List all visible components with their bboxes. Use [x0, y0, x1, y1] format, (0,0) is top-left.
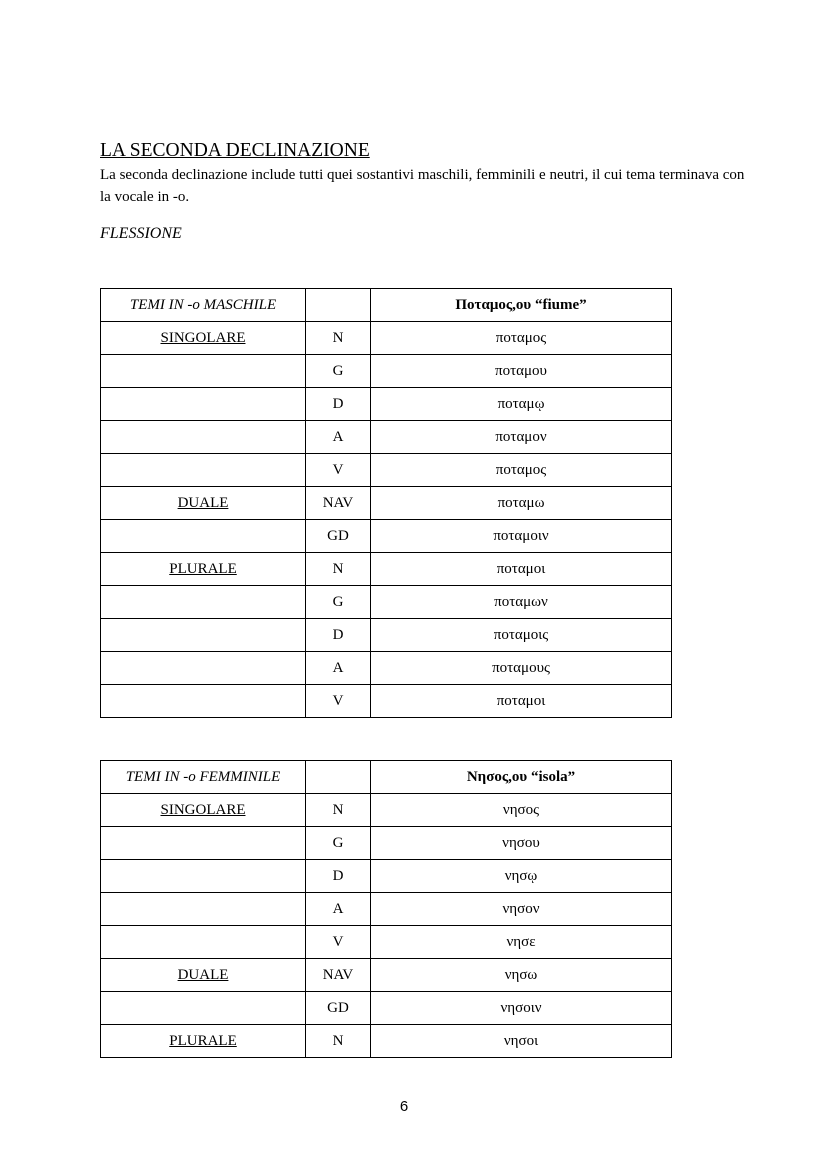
case-cell: A	[306, 652, 371, 685]
table-row	[101, 322, 672, 355]
number-cell	[101, 685, 306, 718]
case-cell: N	[306, 1025, 371, 1058]
number-cell	[101, 586, 306, 619]
form-cell: ποταμοιν	[371, 520, 672, 553]
number-cell	[101, 926, 306, 959]
number-cell	[101, 893, 306, 926]
form-cell: ποταμῳ	[371, 388, 672, 421]
table-row	[101, 619, 672, 652]
table-row	[101, 893, 672, 926]
table-row	[101, 860, 672, 893]
case-header-empty	[306, 289, 371, 322]
table-row	[101, 992, 672, 1025]
form-cell: ποταμος	[371, 454, 672, 487]
grammatical-number-label: DUALE	[177, 494, 229, 511]
number-cell	[101, 388, 306, 421]
form-cell: νησῳ	[371, 860, 672, 893]
number-cell	[101, 1025, 306, 1058]
form-cell: ποταμον	[371, 421, 672, 454]
lemma-header: Νησος,ου “isola”	[371, 761, 672, 794]
table-row	[101, 652, 672, 685]
table-row	[101, 487, 672, 520]
form-cell: νησου	[371, 827, 672, 860]
case-cell: G	[306, 827, 371, 860]
case-cell: D	[306, 619, 371, 652]
number-cell	[101, 992, 306, 1025]
table-row	[101, 586, 672, 619]
form-cell: νησον	[371, 893, 672, 926]
page-title: LA SECONDA DECLINAZIONE	[100, 140, 370, 161]
form-cell: ποταμω	[371, 487, 672, 520]
case-cell: NAV	[306, 959, 371, 992]
number-cell	[101, 454, 306, 487]
case-cell: D	[306, 388, 371, 421]
number-cell	[101, 827, 306, 860]
case-cell: D	[306, 860, 371, 893]
table-row	[101, 520, 672, 553]
form-cell: ποταμου	[371, 355, 672, 388]
number-cell	[101, 860, 306, 893]
number-cell	[101, 421, 306, 454]
case-cell: A	[306, 893, 371, 926]
case-cell: A	[306, 421, 371, 454]
theme-header: TEMI IN -o FEMMINILE	[101, 761, 306, 794]
table-row	[101, 553, 672, 586]
number-cell	[101, 355, 306, 388]
grammatical-number-label: DUALE	[177, 966, 229, 983]
case-cell: G	[306, 586, 371, 619]
table-row	[101, 421, 672, 454]
number-cell	[101, 652, 306, 685]
case-cell: V	[306, 454, 371, 487]
number-cell	[101, 487, 306, 520]
number-cell	[101, 553, 306, 586]
case-cell: NAV	[306, 487, 371, 520]
section-subheading: FLESSIONE	[100, 225, 182, 242]
form-cell: νησοι	[371, 1025, 672, 1058]
number-cell	[101, 322, 306, 355]
table-row	[101, 454, 672, 487]
grammatical-number-label: PLURALE	[169, 560, 237, 577]
case-cell: N	[306, 322, 371, 355]
case-cell: V	[306, 685, 371, 718]
intro-paragraph: La seconda declinazione include tutti quei sostantivi maschili, femminili e neutri, il cui tema terminava con la vocale in -o.	[100, 167, 745, 205]
grammatical-number-label: SINGOLARE	[160, 801, 246, 818]
form-cell: ποταμοι	[371, 685, 672, 718]
form-cell: ποταμων	[371, 586, 672, 619]
lemma-header: Ποταμος,ου “fiume”	[371, 289, 672, 322]
form-cell: ποταμους	[371, 652, 672, 685]
form-cell: ποταμοι	[371, 553, 672, 586]
grammatical-number-label: SINGOLARE	[160, 329, 246, 346]
form-cell: νησος	[371, 794, 672, 827]
case-cell: V	[306, 926, 371, 959]
number-cell	[101, 794, 306, 827]
table-row	[101, 794, 672, 827]
number-cell	[101, 520, 306, 553]
table-row	[101, 926, 672, 959]
case-cell: G	[306, 355, 371, 388]
form-cell: νησω	[371, 959, 672, 992]
declension-table-feminine	[100, 760, 672, 1058]
form-cell: νησε	[371, 926, 672, 959]
case-header-empty	[306, 761, 371, 794]
case-cell: GD	[306, 992, 371, 1025]
table-row	[101, 959, 672, 992]
table-header-row	[101, 289, 672, 322]
case-cell: N	[306, 553, 371, 586]
theme-header: TEMI IN -o MASCHILE	[101, 289, 306, 322]
form-cell: ποταμοις	[371, 619, 672, 652]
table-row	[101, 827, 672, 860]
number-cell	[101, 959, 306, 992]
form-cell: ποταμος	[371, 322, 672, 355]
number-cell	[101, 619, 306, 652]
page-number: 6	[399, 1098, 409, 1115]
table-row	[101, 355, 672, 388]
case-cell: GD	[306, 520, 371, 553]
table-row	[101, 685, 672, 718]
case-cell: N	[306, 794, 371, 827]
grammatical-number-label: PLURALE	[169, 1032, 237, 1049]
form-cell: νησοιν	[371, 992, 672, 1025]
table-row	[101, 1025, 672, 1058]
table-row	[101, 388, 672, 421]
table-header-row	[101, 761, 672, 794]
declension-table-masculine	[100, 288, 672, 718]
